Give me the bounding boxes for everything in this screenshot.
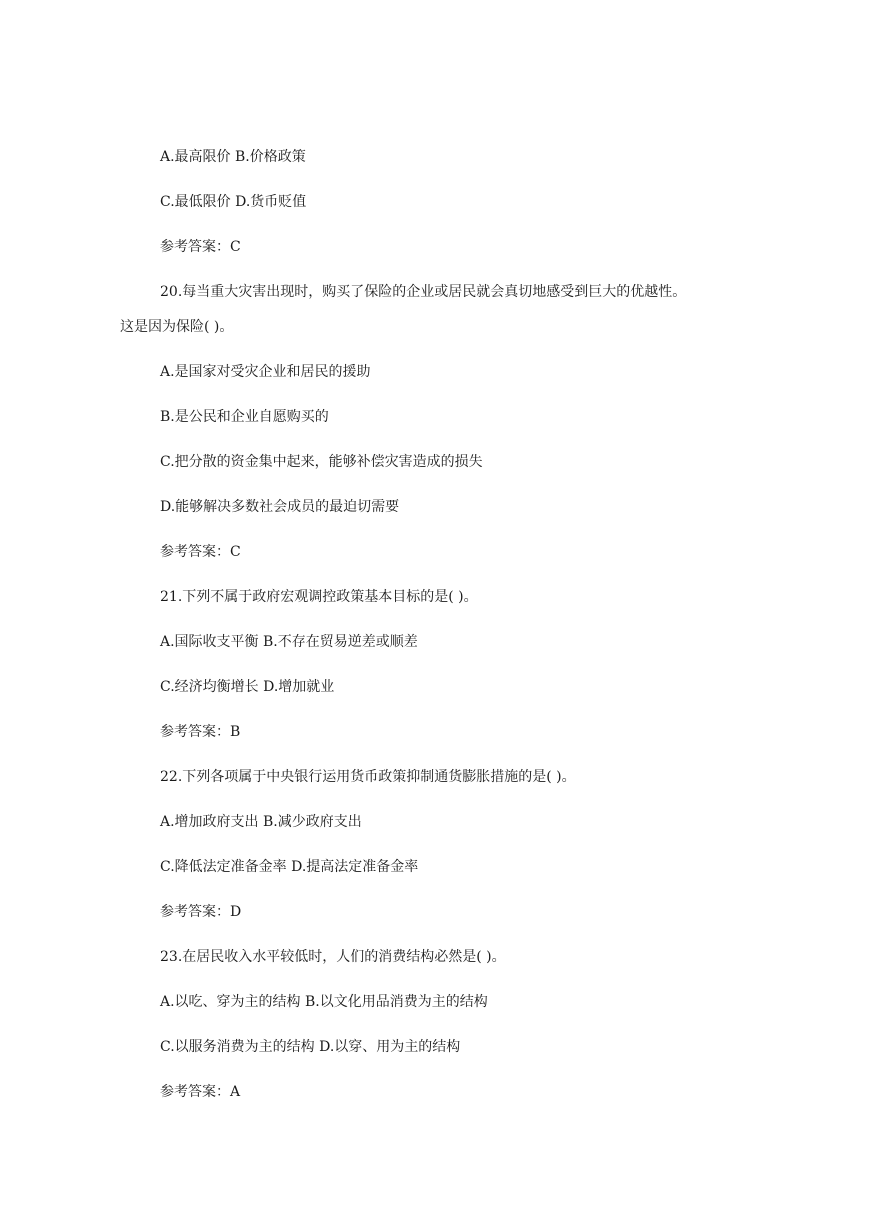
answer-line: 参考答案：C (160, 544, 241, 560)
answer-line: 参考答案：B (160, 724, 241, 740)
option-line: C.以服务消费为主的结构 D.以穿、用为主的结构 (160, 1039, 461, 1055)
answer-line: 参考答案：D (160, 904, 242, 920)
question-20-line-1: 20.每当重大灾害出现时，购买了保险的企业或居民就会真切地感受到巨大的优越性。 (160, 284, 687, 300)
option-line: D.能够解决多数社会成员的最迫切需要 (160, 499, 400, 515)
question-21: 21.下列不属于政府宏观调控政策基本目标的是( )。 (160, 589, 478, 605)
question-20-line-2: 这是因为保险( )。 (120, 319, 234, 335)
option-line: A.最高限价 B.价格政策 (160, 149, 306, 165)
option-line: C.最低限价 D.货币贬值 (160, 194, 307, 210)
answer-line: 参考答案：A (160, 1084, 241, 1100)
option-line: A.国际收支平衡 B.不存在贸易逆差或顺差 (160, 634, 418, 650)
question-23: 23.在居民收入水平较低时，人们的消费结构必然是( )。 (160, 949, 506, 965)
option-line: A.是国家对受灾企业和居民的援助 (160, 364, 371, 380)
option-line: A.增加政府支出 B.减少政府支出 (160, 814, 362, 830)
answer-line: 参考答案：C (160, 239, 241, 255)
option-line: A.以吃、穿为主的结构 B.以文化用品消费为主的结构 (160, 994, 488, 1010)
option-line: C.降低法定准备金率 D.提高法定准备金率 (160, 859, 419, 875)
option-line: C.把分散的资金集中起来，能够补偿灾害造成的损失 (160, 454, 483, 470)
option-line: C.经济均衡增长 D.增加就业 (160, 679, 335, 695)
question-22: 22.下列各项属于中央银行运用货币政策抑制通货膨胀措施的是( )。 (160, 769, 576, 785)
option-line: B.是公民和企业自愿购买的 (160, 409, 329, 425)
